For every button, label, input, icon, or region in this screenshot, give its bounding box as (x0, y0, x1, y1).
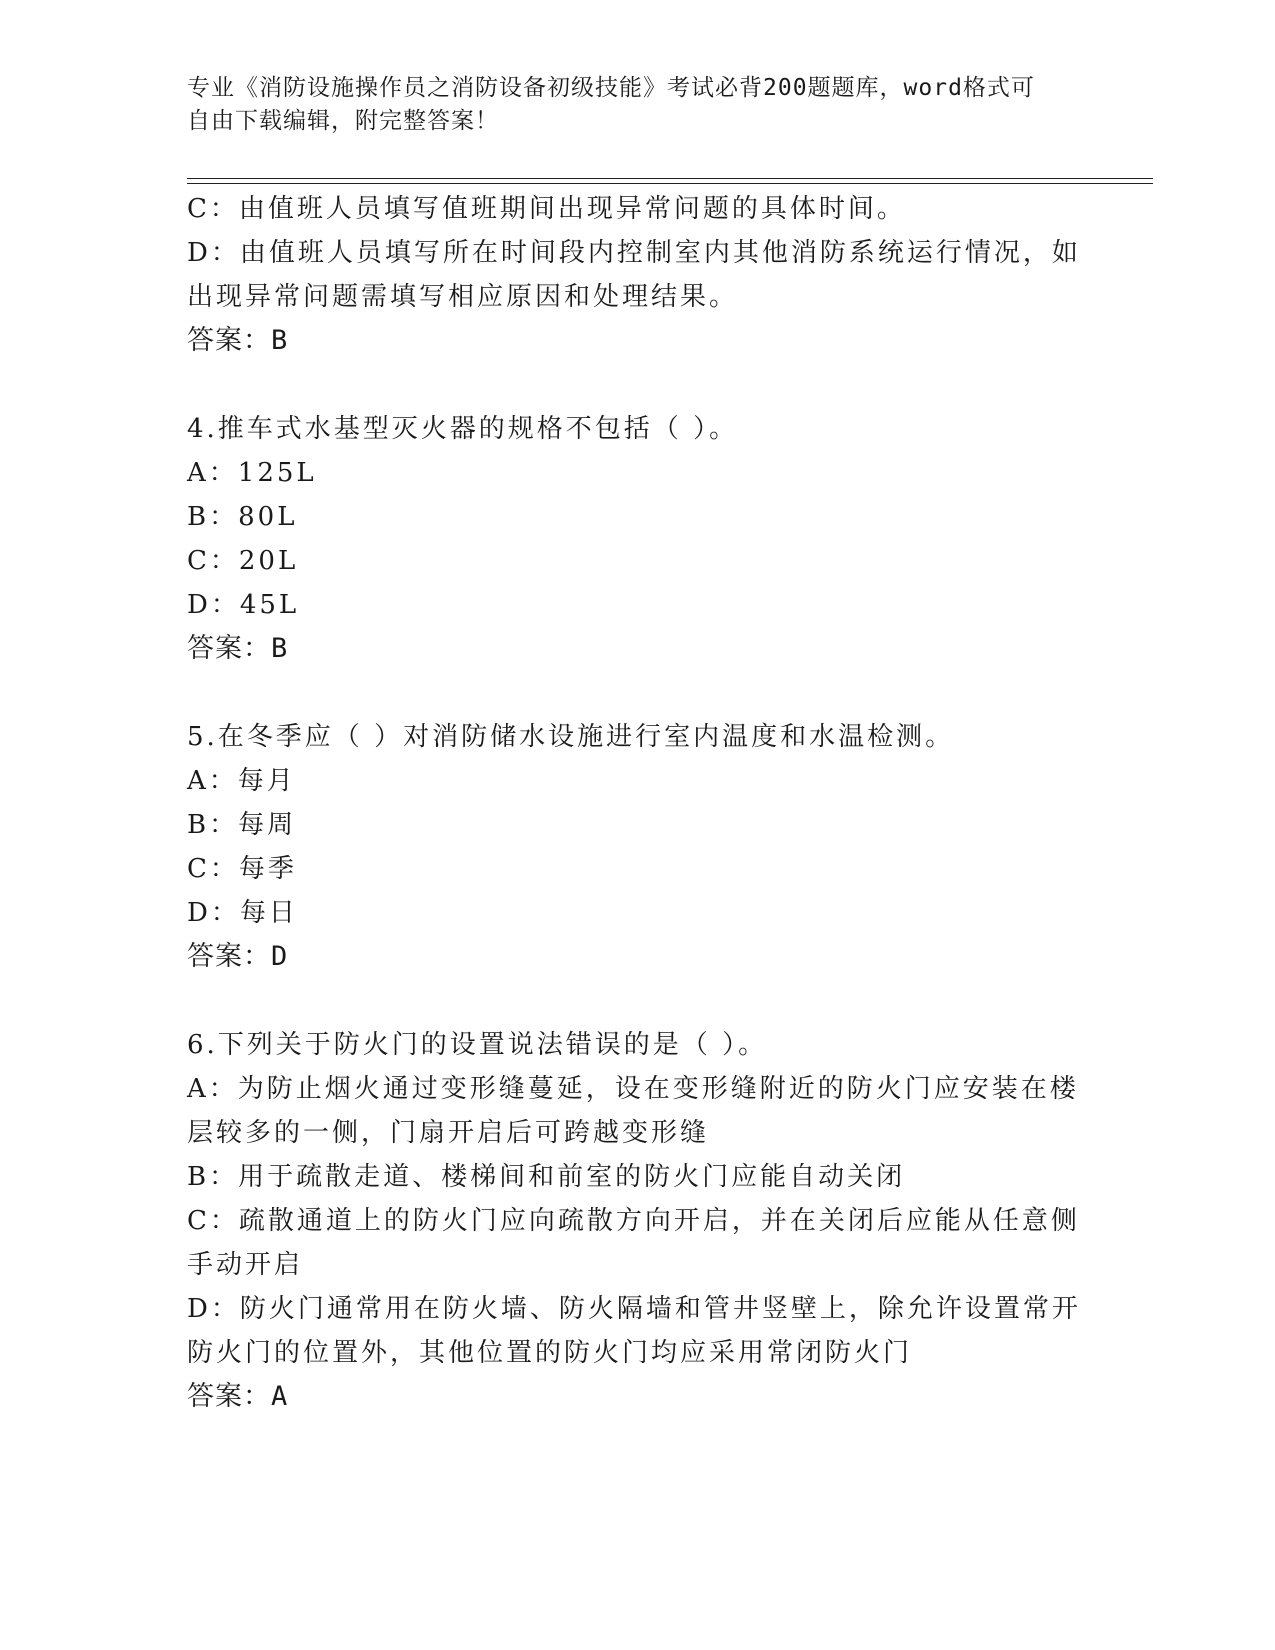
q6-option-c-line2: 手动开启 (187, 1250, 304, 1280)
q4-option-b: B：80L (187, 502, 298, 532)
q6-option-b: B：用于疏散走道、楼梯间和前室的防火门应能自动关闭 (187, 1162, 906, 1192)
header-line-2: 自由下载编辑，附完整答案！ (187, 108, 499, 134)
q6-option-d-line2: 防火门的位置外，其他位置的防火门均应采用常闭防火门 (187, 1338, 913, 1368)
q4-option-a: A：125L (187, 458, 317, 488)
q5-option-d: D：每日 (187, 898, 298, 928)
q5-answer: 答案：D (187, 941, 289, 972)
header-rule-bottom (187, 183, 1153, 184)
q4-question: 4.推车式水基型灭火器的规格不包括（ ）。 (187, 414, 739, 444)
q5-option-a: A：每月 (187, 766, 296, 796)
q6-option-c-line1: C：疏散通道上的防火门应向疏散方向开启，并在关闭后应能从任意侧 (187, 1206, 1080, 1236)
q3-option-c: C：由值班人员填写值班期间出现异常问题的具体时间。 (187, 194, 906, 224)
q3-option-d-line1: D：由值班人员填写所在时间段内控制室内其他消防系统运行情况，如 (187, 238, 1081, 268)
document-header (187, 72, 1067, 138)
header-line-1: 专业《消防设施操作员之消防设备初级技能》考试必背200题题库，word格式可 (187, 75, 1035, 101)
q5-option-b: B：每周 (187, 810, 297, 840)
q5-option-c: C：每季 (187, 854, 297, 884)
q6-option-a-line2: 层较多的一侧，门扇开启后可跨越变形缝 (187, 1118, 710, 1148)
q5-question: 5.在冬季应（ ）对消防储水设施进行室内温度和水温检测。 (187, 722, 955, 752)
q3-answer: 答案：B (187, 325, 289, 356)
q4-option-d: D：45L (187, 590, 300, 620)
q6-option-a-line1: A：为防止烟火通过变形缝蔓延，设在变形缝附近的防火门应安装在楼 (187, 1074, 1079, 1104)
q6-question: 6.下列关于防火门的设置说法错误的是（ ）。 (187, 1030, 768, 1060)
q3-option-d-line2: 出现异常问题需填写相应原因和处理结果。 (187, 282, 739, 312)
q6-option-d-line1: D：防火门通常用在防火墙、防火隔墙和管井竖壁上，除允许设置常开 (187, 1294, 1081, 1324)
q4-answer: 答案：B (187, 633, 289, 664)
q6-answer: 答案：A (187, 1381, 289, 1412)
header-rule-top (187, 178, 1153, 179)
q4-option-c: C：20L (187, 546, 299, 576)
